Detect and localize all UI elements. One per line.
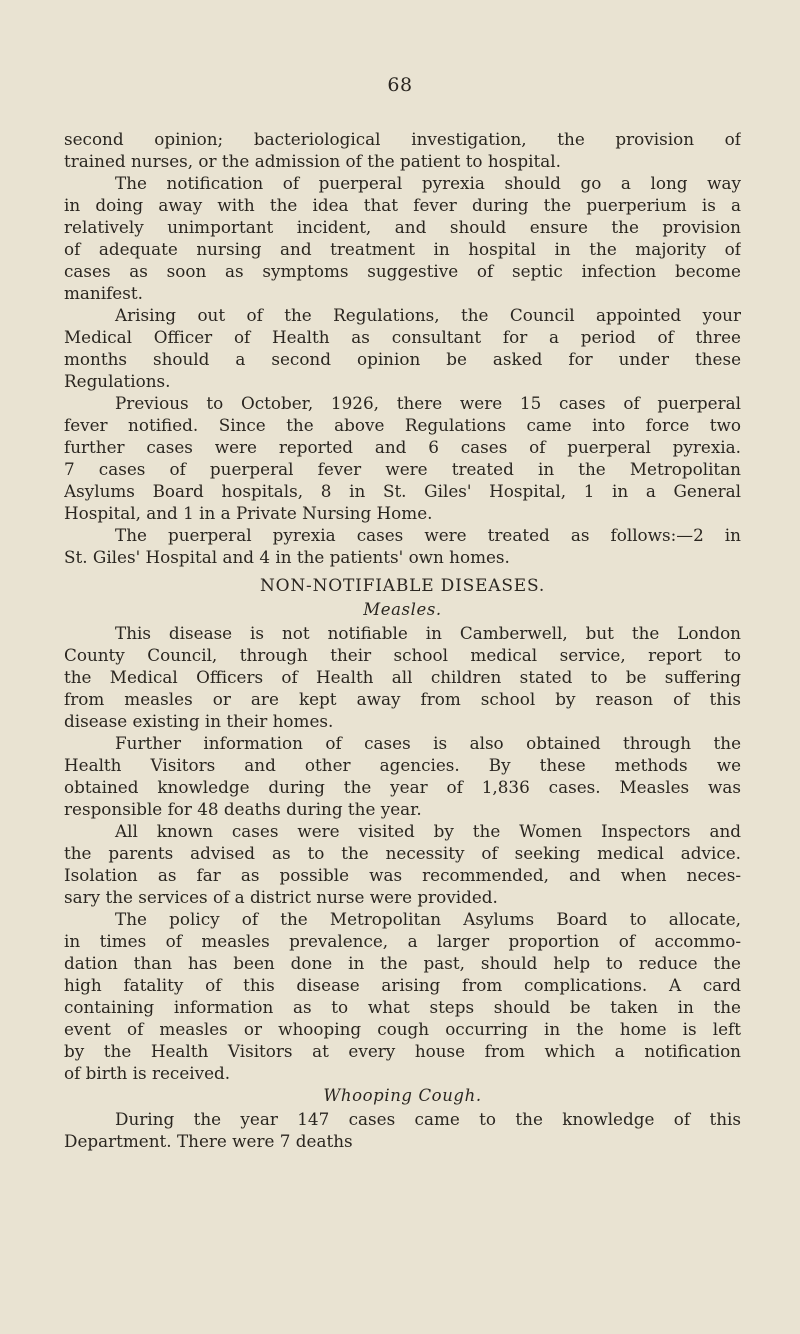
text-line: containing information as to what steps should be taken in the <box>64 997 741 1017</box>
text-line: from measles or are kept away from school by reason of this <box>64 689 741 709</box>
text-line: relatively unimportant incident, and should ensure the provision <box>64 217 741 237</box>
text-line: in doing away with the idea that fever during the puerperium is a <box>64 195 741 215</box>
text-line: fever notified. Since the above Regulations came into force two <box>64 415 741 435</box>
text-line: 7 cases of puerperal fever were treated in the Metropolitan <box>64 459 741 479</box>
paragraph <box>64 820 741 908</box>
text-line: The policy of the Metropolitan Asylums Board to allocate, <box>115 909 741 929</box>
text-line: Isolation as far as possible was recommended, and when neces- <box>64 865 741 885</box>
section-heading: NON-NOTIFIABLE DISEASES. <box>259 576 546 596</box>
text-line: Further information of cases is also obtained through the <box>115 733 741 753</box>
body-text <box>64 128 741 1152</box>
text-line: responsible for 48 deaths during the year. <box>64 799 422 819</box>
text-line: Regulations. <box>64 371 171 391</box>
page-number: 68 <box>387 74 413 96</box>
text-line: of adequate nursing and treatment in hospital in the majority of <box>64 239 741 259</box>
paragraph <box>64 908 741 1084</box>
text-line: All known cases were visited by the Women Inspectors and <box>115 821 741 841</box>
text-line: The notification of puerperal pyrexia should go a long way <box>115 173 741 193</box>
text-line: trained nurses, or the admission of the patient to hospital. <box>64 151 561 171</box>
paragraph <box>64 392 741 524</box>
text-line: disease existing in their homes. <box>64 711 334 731</box>
paragraph <box>64 1108 741 1152</box>
text-line: high fatality of this disease arising from complications. A card <box>64 975 741 995</box>
text-line: County Council, through their school medical service, report to <box>64 645 741 665</box>
text-line: second opinion; bacteriological investigation, the provision of <box>64 129 741 149</box>
text-line: months should a second opinion be asked for under these <box>64 349 741 369</box>
subsection-heading: Measles. <box>363 600 442 619</box>
text-line: cases as soon as symptoms suggestive of septic infection become <box>64 261 741 281</box>
text-line: Medical Officer of Health as consultant for a period of three <box>64 327 741 347</box>
text-line: the Medical Officers of Health all children stated to be suffering <box>64 667 741 687</box>
text-line: During the year 147 cases came to the knowledge of this <box>115 1109 741 1129</box>
text-line: sary the services of a district nurse were provided. <box>64 887 498 907</box>
text-line: Hospital, and 1 in a Private Nursing Home. <box>64 503 433 523</box>
text-line: Arising out of the Regulations, the Council appointed your <box>115 305 741 325</box>
paragraph <box>64 128 741 172</box>
text-line: The puerperal pyrexia cases were treated as follows:—2 in <box>115 525 741 545</box>
text-line: of birth is received. <box>64 1063 231 1083</box>
paragraph <box>64 304 741 392</box>
text-line: Previous to October, 1926, there were 15 cases of puerperal <box>115 393 741 413</box>
paragraph <box>64 732 741 820</box>
text-line: Health Visitors and other agencies. By these methods we <box>64 755 741 775</box>
text-line: event of measles or whooping cough occurring in the home is left <box>64 1019 741 1039</box>
paragraph <box>64 524 741 568</box>
text-line: St. Giles' Hospital and 4 in the patients' own homes. <box>64 547 510 567</box>
text-line: Asylums Board hospitals, 8 in St. Giles' Hospital, 1 in a General <box>64 481 741 501</box>
text-line: the parents advised as to the necessity of seeking medical advice. <box>64 843 741 863</box>
paragraph <box>64 172 741 304</box>
subsection-heading: Whooping Cough. <box>323 1086 482 1105</box>
paragraph <box>64 622 741 732</box>
text-line: Department. There were 7 deaths <box>64 1131 353 1151</box>
text-line: further cases were reported and 6 cases of puerperal pyrexia. <box>64 437 741 457</box>
text-line: obtained knowledge during the year of 1,836 cases. Measles was <box>64 777 741 797</box>
text-line: by the Health Visitors at every house from which a notification <box>64 1041 741 1061</box>
text-line: dation than has been done in the past, should help to reduce the <box>64 953 741 973</box>
text-line: manifest. <box>64 283 143 303</box>
text-line: in times of measles prevalence, a larger proportion of accommo- <box>64 931 741 951</box>
text-line: This disease is not notifiable in Camberwell, but the London <box>115 623 741 643</box>
